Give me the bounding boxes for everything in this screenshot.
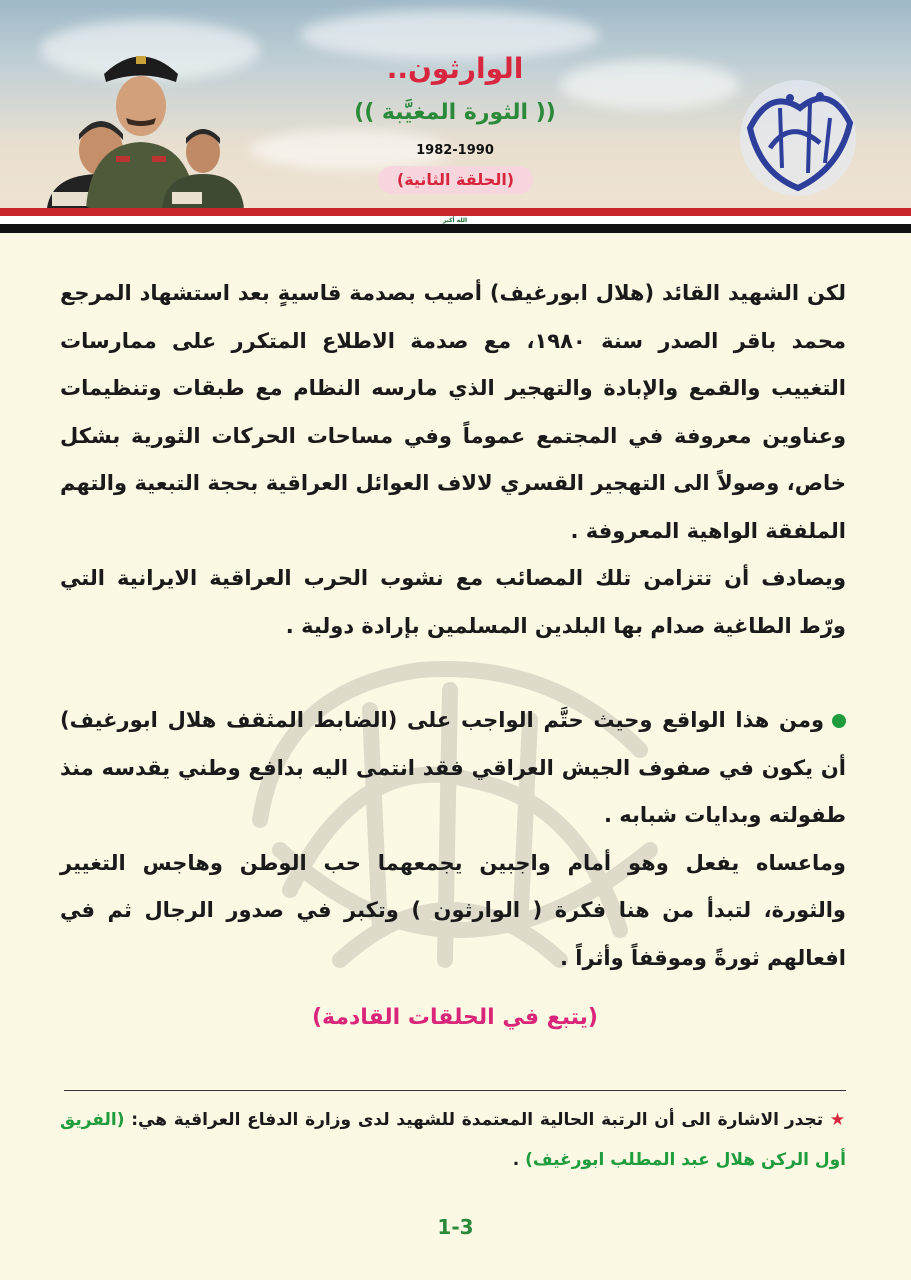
paragraph-3: ومن هذا الواقع وحيث حتَّم الواجب على (الضابط المثقف هلال ابورغيف) أن يكون في صفوف الجيش العراقي فقد انتمى اليه بدافع وطني يقدسه منذ طفولته وبدايات شبابه .: [60, 708, 846, 827]
logo-arc-text: [690, 38, 701, 43]
footnote-rank: (الفريق أول الركن هلال عبد المطلب ابورغيف): [60, 1110, 846, 1170]
star-icon: ★: [829, 1110, 846, 1130]
svg-text:مسيرة عطاء تكلّلت بالدماء: [690, 38, 701, 43]
footnote-end: .: [512, 1150, 526, 1170]
page-number: 1-3: [437, 1215, 474, 1239]
bullet-dot-icon: [832, 714, 846, 728]
paragraph-4: وماعساه يفعل وهو أمام واجبين يجمعهما حب الوطن وهاجس التغيير والثورة، لتبدأ من هنا فكرة ( الوارثون ) وتكبر في صدور الرجال ثم في افعالهم ثورةً وموقفاً وأثراً .: [60, 850, 846, 970]
footnote-divider: [64, 1090, 846, 1091]
article-body: [60, 270, 846, 982]
paragraph-1: لكن الشهيد القائد (هلال ابورغيف) أصيب بصدمة قاسيةٍ بعد استشهاد المرجع محمد باقر الصدر سنة ١٩٨٠، مع صدمة الاطلاع المتكرر على ممارسات التغييب والقمع والإبادة والتهجير الذي مارسه النظام مع طبقات وتنظيمات وعناوين معروفة في المجتمع عموماً وفي مساحات الحركات الثورية بشكل خاص، وصولاً الى التهجير القسري لالاف العوائل العراقية بحجة التبعية والتهم الملفقة الواهية المعروفة .: [60, 281, 846, 543]
years-range: 1982-1990: [416, 143, 494, 158]
to-be-continued: (يتبع في الحلقات القادمة): [312, 1005, 598, 1030]
page-header: [0, 0, 911, 208]
paragraph-2: ويصادف أن تتزامن تلك المصائب مع نشوب الحرب العراقية الايرانية التي ورّط الطاغية صدام بها البلدين المسلمين بإرادة دولية .: [60, 566, 846, 638]
flag-stripe-red: [0, 208, 911, 216]
flag-inscription: الله أكبر: [442, 217, 468, 224]
paragraph-3-wrapper: [60, 697, 846, 840]
footnote-text: تجدر الاشارة الى أن الرتبة الحالية المعتمدة للشهيد لدى وزارة الدفاع العراقية هي:: [124, 1110, 824, 1130]
episode-label: (الحلقة الثانية): [378, 166, 533, 194]
series-logo: [690, 38, 890, 208]
footnote: [60, 1100, 846, 1180]
series-subtitle: (( الثورة المغيَّبة )): [354, 100, 556, 125]
flag-stripe-black: [0, 224, 911, 233]
martyr-photo-right: [160, 122, 246, 208]
series-title: الوارثون..: [386, 52, 524, 85]
